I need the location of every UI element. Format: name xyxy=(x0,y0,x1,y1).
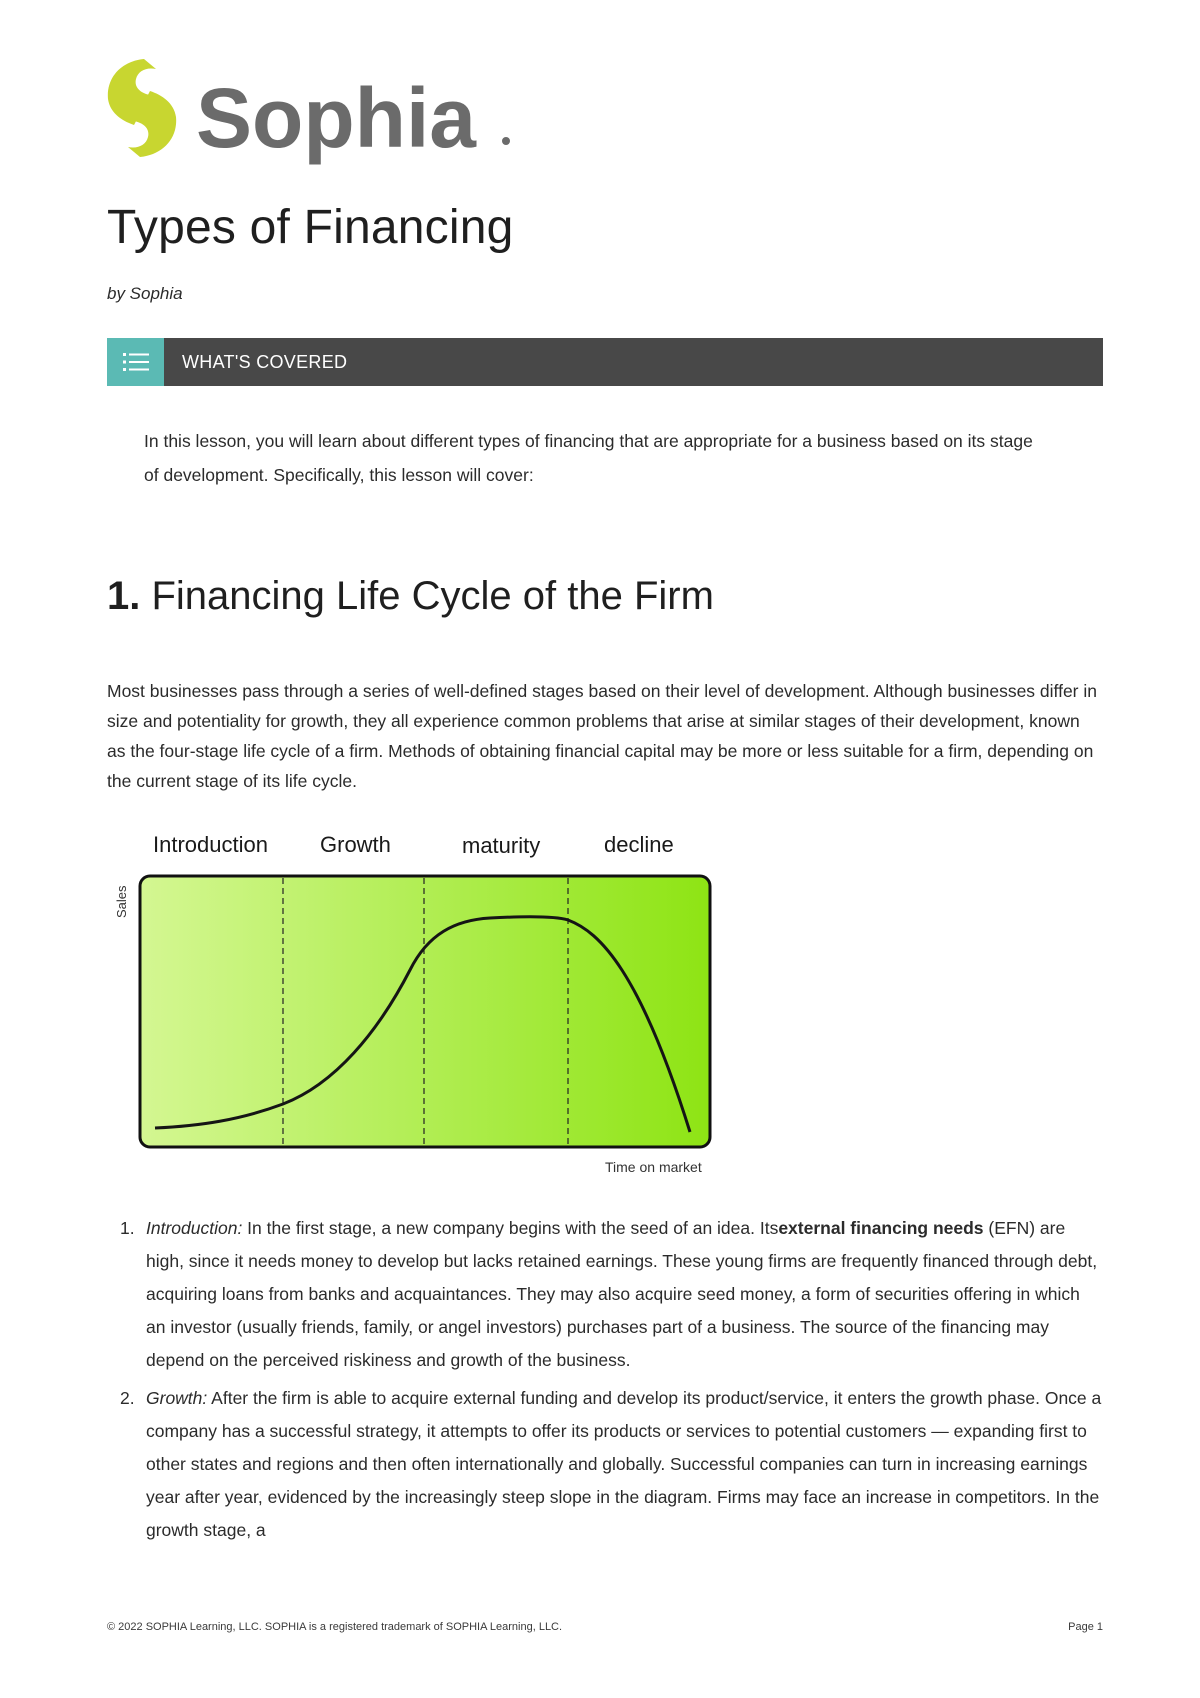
list-text: In the first stage, a new company begins with the seed of an idea. Its xyxy=(242,1218,779,1238)
list-item xyxy=(107,1382,1103,1547)
life-cycle-diagram xyxy=(110,822,730,1187)
sophia-mark-icon xyxy=(108,59,176,157)
y-axis-label: Sales xyxy=(114,885,129,918)
list-item xyxy=(107,1212,1103,1377)
list-term: Introduction: xyxy=(146,1218,243,1238)
x-axis-label: Time on market xyxy=(605,1159,702,1175)
list-icon xyxy=(107,338,164,386)
stage-label-growth: Growth xyxy=(320,832,391,857)
list-bold-term: external financing needs xyxy=(778,1218,984,1238)
section-title: Financing Life Cycle of the Firm xyxy=(151,574,714,618)
page-title: Types of Financing xyxy=(107,201,514,254)
footer-copyright: © 2022 SOPHIA Learning, LLC. SOPHIA is a registered trademark of SOPHIA Learning, LLC. xyxy=(107,1621,563,1633)
sophia-wordmark: Sophia xyxy=(196,71,477,165)
whats-covered-label: WHAT'S COVERED xyxy=(182,351,348,372)
section-number: 1. xyxy=(107,574,141,618)
page-number: Page 1 xyxy=(1068,1621,1103,1633)
stage-label-maturity: maturity xyxy=(462,833,541,858)
list-marker: 2. xyxy=(120,1388,135,1408)
diagram-frame xyxy=(140,876,710,1147)
stage-list xyxy=(107,1212,1103,1552)
covered-intro-text: In this lesson, you will learn about different types of financing that are appropriate for a business based on its stage of development. Specifically, this lesson will cover: xyxy=(144,431,1033,485)
byline: by Sophia xyxy=(107,284,183,303)
whats-covered-bar xyxy=(107,338,1103,386)
section-paragraph: Most businesses pass through a series of well-defined stages based on their level of development. Although businesses differ in size and potentiality for growth, they all experience common problems that arise at similar stages of their development, known as the four-stage life cycle of a firm. Methods of obtaining financial capital may be more or less suitable for a firm, depending on the current stage of its life cycle. xyxy=(107,681,1097,791)
list-term: Growth: xyxy=(146,1388,208,1408)
list-text: After the firm is able to acquire external funding and develop its product/service, it enters the growth phase. Once a company has a successful strategy, it attempts to offer its products or services to potential customers — expanding first to other states and regions and then often internationally and globally. Successful companies can turn in increasing earnings year after year, evidenced by the increasingly steep slope in the diagram. Firms may face an increase in competitors. In the growth stage, a xyxy=(146,1388,1102,1540)
sophia-logo xyxy=(104,55,524,165)
list-text: (EFN) are high, since it needs money to develop but lacks retained earnings. These young firms are frequently financed through debt, acquiring loans from banks and acquaintances. They may also acquire seed money, a form of securities offering in which an investor (usually friends, family, or angel investors) purchases part of a business. The source of the financing may depend on the perceived riskiness and growth of the business. xyxy=(146,1218,1098,1370)
list-marker: 1. xyxy=(120,1218,135,1238)
stage-label-decline: decline xyxy=(604,832,674,857)
section-heading xyxy=(107,574,714,619)
stage-label-introduction: Introduction xyxy=(153,832,268,857)
